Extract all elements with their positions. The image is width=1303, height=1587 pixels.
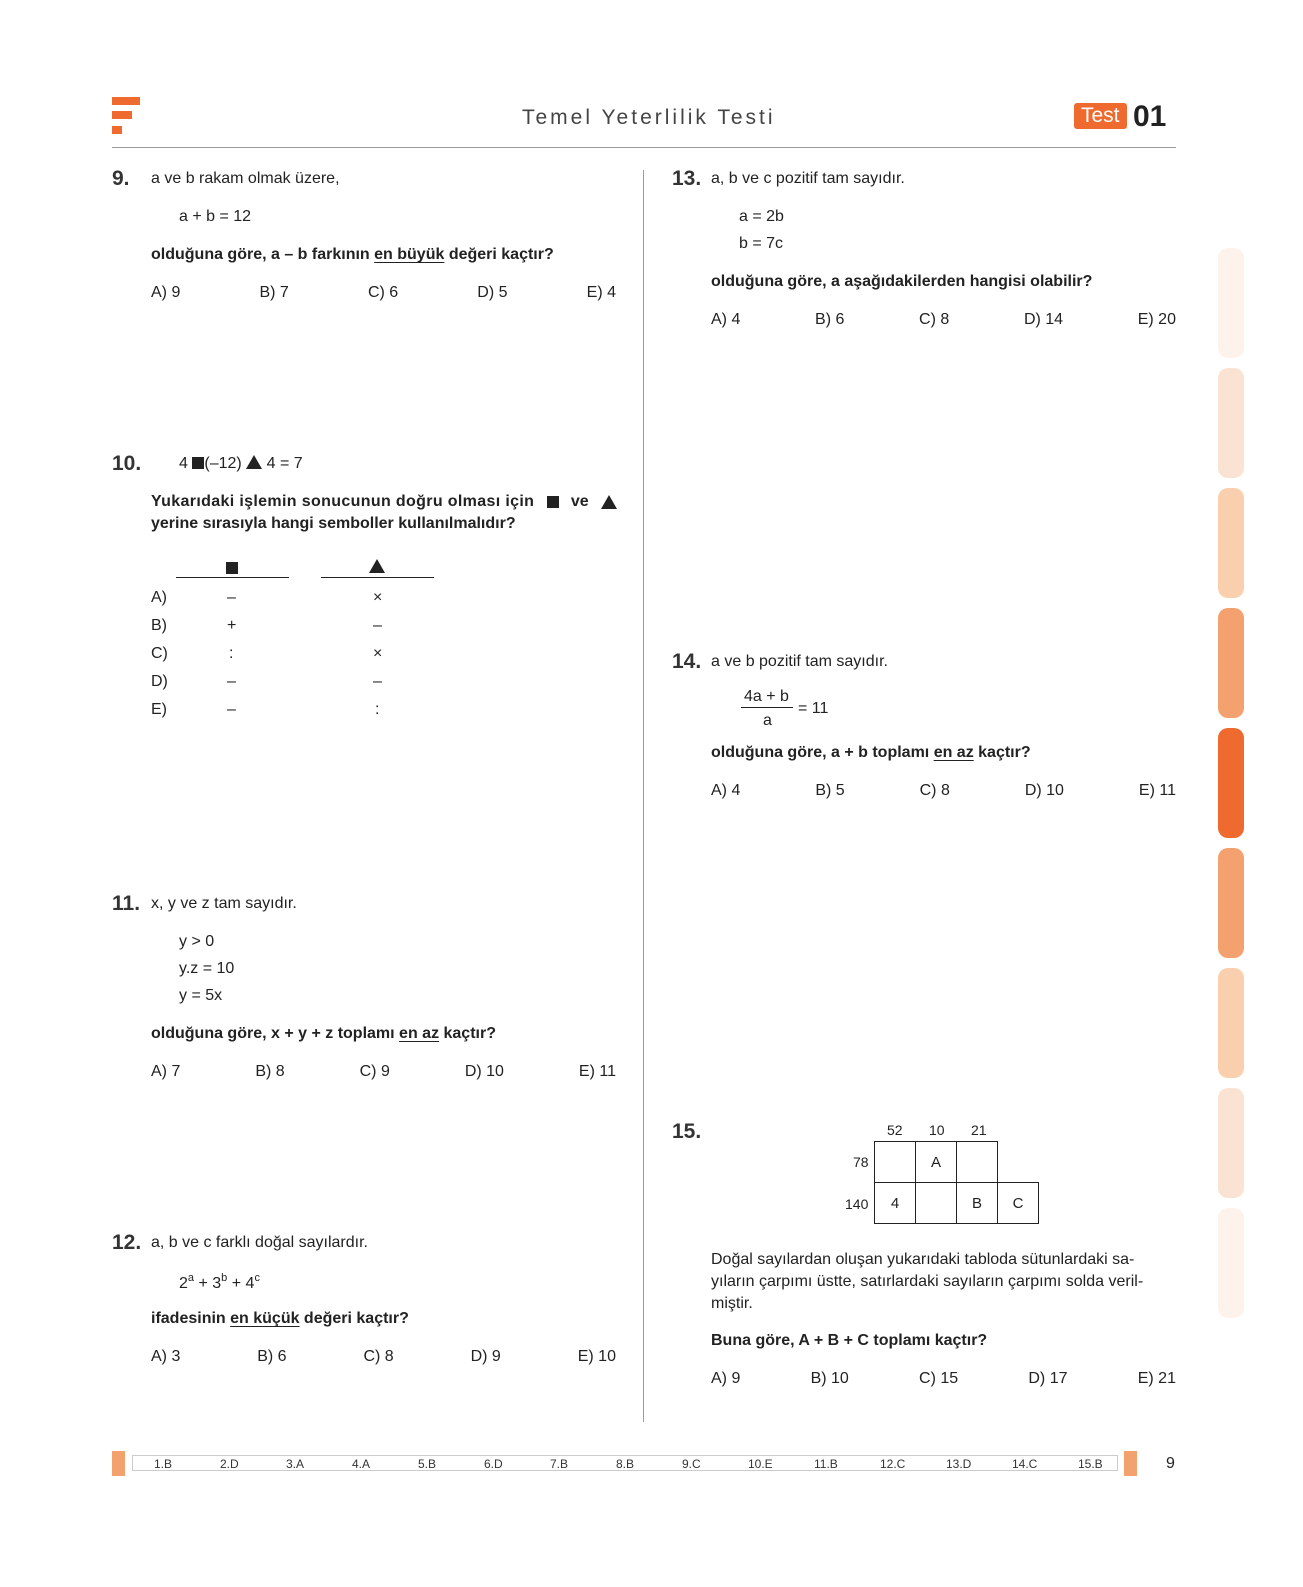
option-row-a[interactable] xyxy=(151,589,451,609)
question-11-intro: x, y ve z tam sayıdır. xyxy=(151,895,297,912)
question-11-options xyxy=(151,1063,616,1081)
grid-cell: B xyxy=(956,1182,998,1224)
answer-key-item: 7.B xyxy=(550,1457,569,1471)
question-13-ask: olduğuna göre, a aşağıdakilerden hangisi olabilir? xyxy=(711,273,1093,290)
question-11-number: 11. xyxy=(112,892,141,915)
option-a[interactable]: A) 9 xyxy=(151,284,181,301)
option-d[interactable]: D) 9 xyxy=(470,1348,501,1365)
page-number: 9 xyxy=(1166,1455,1175,1472)
side-tab[interactable] xyxy=(1218,968,1244,1078)
expr-exp-1: a xyxy=(187,1272,195,1284)
option-e[interactable]: E) 21 xyxy=(1137,1370,1176,1387)
option-c[interactable]: C) 15 xyxy=(919,1370,959,1387)
option-a[interactable]: A) 4 xyxy=(711,311,741,328)
square-icon xyxy=(226,562,238,574)
fraction-numerator: 4a + b xyxy=(744,688,789,705)
ask-text-end: değeri kaçtır? xyxy=(299,1310,409,1327)
option-a[interactable]: A) 4 xyxy=(711,782,741,799)
ask-underline: en az xyxy=(933,744,974,761)
question-11-eq1: y > 0 xyxy=(179,933,215,950)
option-e[interactable]: E) 11 xyxy=(578,1063,616,1080)
grid-cell xyxy=(874,1141,916,1183)
answer-key-item: 12.C xyxy=(880,1457,906,1471)
option-label: D) xyxy=(151,673,168,690)
answer-key-item: 3.A xyxy=(286,1457,305,1471)
ask-text-end: kaçtır? xyxy=(973,744,1031,761)
question-13-options xyxy=(711,311,1176,329)
ask-underline: en küçük xyxy=(230,1310,300,1327)
question-12-expression xyxy=(179,1272,260,1293)
answer-key-item: 13.D xyxy=(946,1457,972,1471)
side-tab[interactable] xyxy=(1218,728,1244,838)
option-row-c[interactable] xyxy=(151,645,451,665)
triangle-icon xyxy=(369,559,385,573)
triangle-value: × xyxy=(373,589,383,606)
fraction-bar xyxy=(741,707,793,708)
triangle-icon xyxy=(246,455,262,469)
question-10-number: 10. xyxy=(112,452,142,475)
ask-text: olduğuna göre, x + y + z toplamı xyxy=(151,1025,400,1042)
answer-bar-right-mark xyxy=(1124,1451,1137,1476)
question-11-eq3: y = 5x xyxy=(179,987,223,1004)
ask-ve: ve xyxy=(570,493,589,510)
option-a[interactable]: A) 3 xyxy=(151,1348,181,1365)
answer-key-item: 4.A xyxy=(352,1457,371,1471)
expr-exp-3: c xyxy=(254,1272,260,1284)
square-icon xyxy=(547,496,559,508)
option-row-e[interactable] xyxy=(151,701,451,721)
logo-icon xyxy=(112,97,142,137)
answer-key-item: 5.B xyxy=(418,1457,437,1471)
option-b[interactable]: B) 10 xyxy=(810,1370,849,1387)
option-c[interactable]: C) 9 xyxy=(359,1063,390,1080)
row-label-1: 78 xyxy=(853,1154,869,1170)
grid-cell: 4 xyxy=(874,1182,916,1224)
triangle-icon xyxy=(601,495,617,509)
question-14-number: 14. xyxy=(672,650,702,673)
eq-term-2: (–12) xyxy=(204,455,242,472)
fraction-denominator: a xyxy=(763,712,772,729)
triangle-value: × xyxy=(373,645,383,662)
answer-key-item: 10.E xyxy=(748,1457,773,1471)
question-12-intro: a, b ve c farklı doğal sayılardır. xyxy=(151,1234,368,1251)
ask-text: olduğuna göre, a – b farkının xyxy=(151,246,375,263)
question-12-options xyxy=(151,1348,616,1366)
option-b[interactable]: B) 6 xyxy=(257,1348,287,1365)
question-13-eq1: a = 2b xyxy=(739,208,784,225)
question-14-ask xyxy=(711,744,1031,762)
ask-text: Yukarıdaki işlemin sonucunun doğru olması için xyxy=(151,493,535,510)
option-row-b[interactable] xyxy=(151,617,451,637)
ask-text-end: kaçtır? xyxy=(439,1025,496,1042)
question-10-ask-line2: yerine sırasıyla hangi semboller kullanılmalıdır? xyxy=(151,515,516,532)
option-c[interactable]: C) 8 xyxy=(363,1348,394,1365)
option-c[interactable]: C) 6 xyxy=(367,284,399,301)
side-tab[interactable] xyxy=(1218,848,1244,958)
answer-key-item: 8.B xyxy=(616,1457,635,1471)
expr-base-2: + 3 xyxy=(194,1275,222,1292)
question-15-ask: Buna göre, A + B + C toplamı kaçtır? xyxy=(711,1332,988,1349)
option-a[interactable]: A) 9 xyxy=(711,1370,741,1387)
question-15-number: 15. xyxy=(672,1120,702,1143)
fraction-rhs: = 11 xyxy=(798,700,829,717)
question-11-eq2: y.z = 10 xyxy=(179,960,235,977)
question-11-ask xyxy=(151,1025,496,1043)
col-label-1: 52 xyxy=(887,1122,903,1138)
side-tab[interactable] xyxy=(1218,248,1244,358)
square-value: – xyxy=(227,589,236,606)
square-value: : xyxy=(229,645,234,662)
header-divider xyxy=(112,147,1176,148)
row-label-2: 140 xyxy=(845,1196,869,1212)
answer-key-item: 15.B xyxy=(1078,1457,1103,1471)
page-title: Temel Yeterlilik Testi xyxy=(522,106,776,129)
test-number: 01 xyxy=(1133,100,1167,133)
question-9-equation: a + b = 12 xyxy=(179,208,252,225)
answer-key-item: 2.D xyxy=(220,1457,239,1471)
option-e[interactable]: E) 20 xyxy=(1137,311,1176,328)
question-13-number: 13. xyxy=(672,167,702,190)
square-column-header xyxy=(226,560,238,578)
question-13-intro: a, b ve c pozitif tam sayıdır. xyxy=(711,170,905,187)
question-12-number: 12. xyxy=(112,1231,142,1254)
option-e[interactable]: E) 10 xyxy=(577,1348,616,1365)
square-value: + xyxy=(227,617,237,634)
option-d[interactable]: D) 5 xyxy=(477,284,508,301)
option-row-d[interactable] xyxy=(151,673,451,693)
side-tab[interactable] xyxy=(1218,1088,1244,1198)
square-icon xyxy=(192,457,204,469)
question-10-equation xyxy=(179,455,303,473)
grid-cell: A xyxy=(915,1141,957,1183)
option-b[interactable]: B) 6 xyxy=(815,311,845,328)
side-tab[interactable] xyxy=(1218,488,1244,598)
option-label: E) xyxy=(151,701,167,718)
option-b[interactable]: B) 8 xyxy=(255,1063,285,1080)
grid-cell: C xyxy=(997,1182,1039,1224)
answer-key-item: 6.D xyxy=(484,1457,503,1471)
question-12-ask xyxy=(151,1310,409,1328)
col-label-2: 10 xyxy=(929,1122,945,1138)
triangle-column-rule xyxy=(321,577,434,578)
test-badge: Test xyxy=(1074,103,1127,129)
triangle-value: – xyxy=(373,673,382,690)
eq-term-3: 4 = 7 xyxy=(266,455,303,472)
ask-text: olduğuna göre, a + b toplamı xyxy=(711,744,934,761)
ask-text-end: değeri kaçtır? xyxy=(444,246,554,263)
question-15-desc-line3: miştir. xyxy=(711,1295,753,1312)
triangle-column-header xyxy=(369,559,385,577)
option-c[interactable]: C) 8 xyxy=(919,782,950,799)
answer-key-item: 1.B xyxy=(154,1457,173,1471)
question-9-number: 9. xyxy=(112,167,130,190)
question-10-ask-line1 xyxy=(151,493,617,511)
expr-exp-2: b xyxy=(221,1272,228,1284)
eq-term-1: 4 xyxy=(179,455,188,472)
triangle-value: : xyxy=(375,701,380,718)
side-tab[interactable] xyxy=(1218,368,1244,478)
question-9-ask xyxy=(151,246,554,264)
question-13-eq2: b = 7c xyxy=(739,235,784,252)
question-15-desc-line1: Doğal sayılardan oluşan yukarıdaki tabloda sütunlardaki sa- xyxy=(711,1251,1135,1268)
question-15-desc-line2: yıların çarpımı üstte, satırlardaki sayıların çarpımı solda veril- xyxy=(711,1273,1144,1290)
expr-base-1: 2 xyxy=(179,1275,188,1292)
option-d[interactable]: D) 17 xyxy=(1028,1370,1068,1387)
option-d[interactable]: D) 10 xyxy=(1024,782,1064,799)
option-b[interactable]: B) 7 xyxy=(259,284,289,301)
option-e[interactable]: E) 4 xyxy=(586,284,616,301)
option-label: A) xyxy=(151,589,167,606)
option-d[interactable]: D) 10 xyxy=(464,1063,504,1080)
logo xyxy=(112,97,142,137)
option-d[interactable]: D) 14 xyxy=(1023,311,1064,328)
ask-text: ifadesinin xyxy=(151,1310,231,1327)
grid-cell xyxy=(915,1182,957,1224)
answer-key-item: 11.B xyxy=(814,1457,838,1471)
option-b[interactable]: B) 5 xyxy=(815,782,845,799)
square-column-rule xyxy=(176,577,289,578)
question-14-intro: a ve b pozitif tam sayıdır. xyxy=(711,653,888,670)
side-tab[interactable] xyxy=(1218,608,1244,718)
answer-key-item: 14.C xyxy=(1012,1457,1038,1471)
ask-underline: en az xyxy=(399,1025,440,1042)
option-label: C) xyxy=(151,645,168,662)
grid-cell xyxy=(956,1141,998,1183)
side-tab[interactable] xyxy=(1218,1208,1244,1318)
question-9-options xyxy=(151,284,616,302)
answer-bar-left-mark xyxy=(112,1451,125,1476)
option-e[interactable]: E) 11 xyxy=(1138,782,1176,799)
square-value: – xyxy=(227,701,236,718)
question-9-intro: a ve b rakam olmak üzere, xyxy=(151,170,340,187)
square-value: – xyxy=(227,673,236,690)
expr-base-3: + 4 xyxy=(227,1275,255,1292)
option-c[interactable]: C) 8 xyxy=(919,311,950,328)
col-label-3: 21 xyxy=(971,1122,987,1138)
triangle-value: – xyxy=(373,617,382,634)
column-divider xyxy=(643,170,644,1422)
option-a[interactable]: A) 7 xyxy=(151,1063,181,1080)
answer-key-item: 9.C xyxy=(682,1457,701,1471)
question-15-options xyxy=(711,1370,1176,1388)
option-label: B) xyxy=(151,617,167,634)
question-14-options xyxy=(711,782,1176,800)
ask-underline: en büyük xyxy=(374,246,445,263)
